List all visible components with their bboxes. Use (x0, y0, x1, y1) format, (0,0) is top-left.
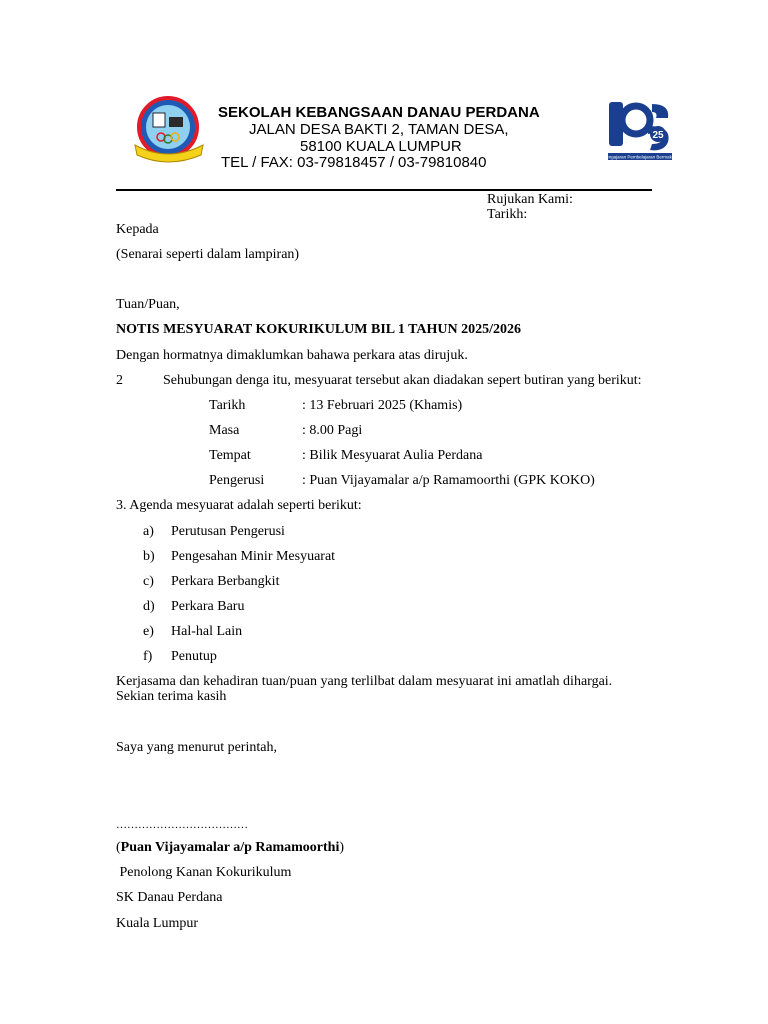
para2-number: 2 (116, 373, 123, 388)
para2-text: Sehubungan denga itu, mesyuarat tersebut akan diadakan sepert butiran yang berikut: (163, 373, 642, 388)
agenda-item: Perutusan Pengerusi (171, 524, 285, 539)
agenda-letter: f) (143, 649, 153, 664)
svg-text:25: 25 (652, 130, 664, 141)
school-logo (131, 93, 209, 167)
salutation: Tuan/Puan, (116, 297, 180, 312)
signature-dots: ……………………………… (116, 819, 248, 831)
rujukan-label: Rujukan Kami: (487, 192, 573, 207)
signatory-school: SK Danau Perdana (116, 890, 223, 905)
school-name: SEKOLAH KEBANGSAAN DANAU PERDANA (218, 104, 540, 121)
agenda-letter: b) (143, 549, 155, 564)
program-logo (606, 96, 674, 162)
paren-open: ( (116, 840, 121, 855)
signatory-name: Puan Vijayamalar a/p Ramamoorthi (120, 840, 340, 855)
subject-title: NOTIS MESYUARAT KOKURIKULUM BIL 1 TAHUN 2025/2026 (116, 322, 522, 337)
agenda-letter: a) (143, 524, 154, 539)
detail-value-tarikh: : 13 Februari 2025 (Khamis) (302, 398, 463, 413)
agenda-letter: e) (143, 624, 154, 639)
closing-thanks: Sekian terima kasih (116, 689, 227, 704)
agenda-letter: c) (143, 574, 154, 589)
tarikh-label: Tarikh: (487, 207, 528, 222)
paren-close: ) (339, 840, 345, 855)
detail-label-masa: Masa (209, 423, 240, 438)
agenda-intro: 3. Agenda mesyuarat adalah seperti berikut: (116, 498, 362, 513)
address-line-2: 58100 KUALA LUMPUR (300, 138, 462, 155)
agenda-item: Perkara Berbangkit (171, 574, 280, 589)
agenda-item: Pengesahan Minir Mesyuarat (171, 549, 336, 564)
agenda-letter: d) (143, 599, 155, 614)
agenda-item: Penutup (171, 649, 217, 664)
address-line-1: JALAN DESA BAKTI 2, TAMAN DESA, (249, 121, 509, 138)
intro-paragraph: Dengan hormatnya dimaklumkan bahawa perkara atas dirujuk. (116, 348, 468, 363)
agenda-item: Perkara Baru (171, 599, 245, 614)
detail-label-tempat: Tempat (209, 448, 251, 463)
agenda-item: Hal-hal Lain (171, 624, 243, 639)
signature-name-line (116, 840, 344, 856)
detail-value-tempat: : Bilik Mesyuarat Aulia Perdana (302, 448, 483, 463)
detail-value-pengerusi: : Puan Vijayamalar a/p Ramamoorthi (GPK KOKO) (302, 473, 595, 488)
signoff: Saya yang menurut perintah, (116, 740, 277, 755)
signatory-title: Penolong Kanan Kokurikulum (116, 865, 292, 880)
header-divider (116, 189, 652, 191)
recipient-list: (Senarai seperti dalam lampiran) (116, 247, 300, 262)
signatory-city: Kuala Lumpur (116, 916, 199, 931)
detail-value-masa: : 8.00 Pagi (302, 423, 363, 438)
detail-label-pengerusi: Pengerusi (209, 473, 265, 488)
kepada: Kepada (116, 222, 159, 237)
closing-appreciation: Kerjasama dan kehadiran tuan/puan yang terlilbat dalam mesyuarat ini amatlah dihargai. (116, 674, 613, 689)
detail-label-tarikh: Tarikh (209, 398, 246, 413)
svg-text:Pengajaran Pembelajaran Bermak: Pengajaran Pembelajaran Bermakna (606, 154, 674, 160)
phone-fax: TEL / FAX: 03-79818457 / 03-79810840 (221, 154, 487, 171)
